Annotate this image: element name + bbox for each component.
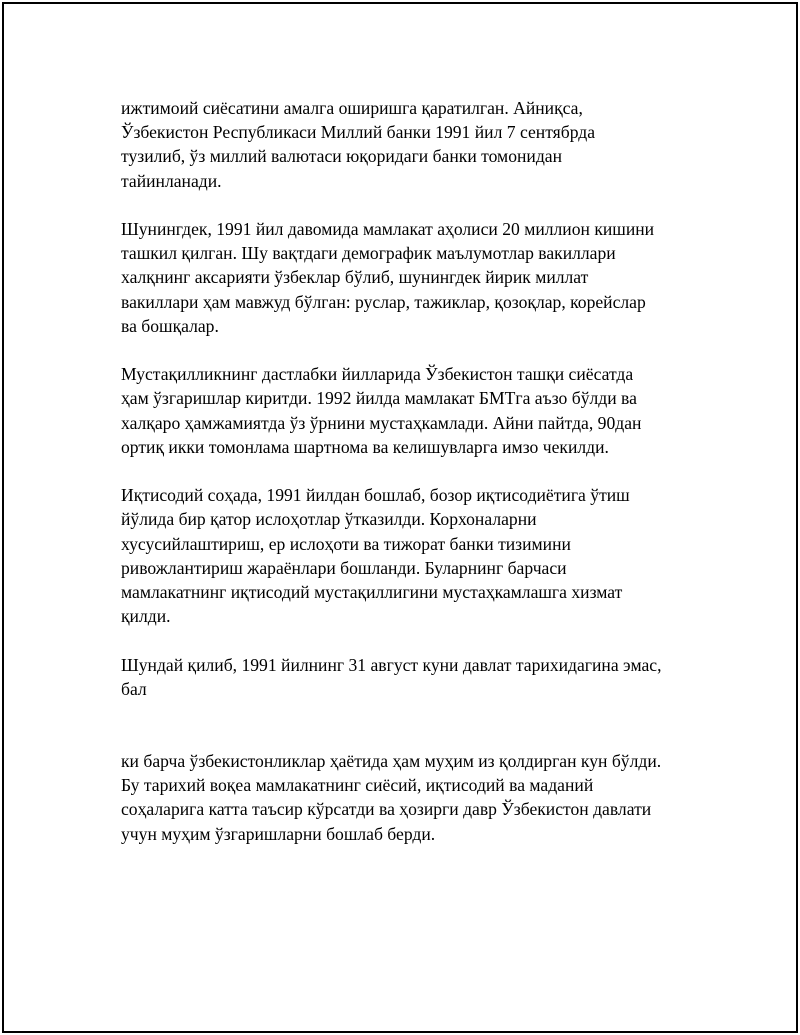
paragraph-1: ижтимоий сиёсатини амалга оширишга қаратилган. Айниқса, Ўзбекистон Республикаси Миллий банки 1991 йил 7 сентябрда тузилиб, ўз миллий валютаси юқоридаги банки томонидан тайинланади. bbox=[121, 98, 596, 191]
paragraph-6: ки барча ўзбекистонликлар ҳаётида ҳам муҳим из қолдирган кун бўлди. Бу тарихий воқеа мамлакатнинг сиёсий, иқтисодий ва маданий соҳаларига катта таъсир кўрсатди ва ҳозирги давр Ўзбекистон давлати учун муҳим ўзгаришларни бошлаб берди. bbox=[121, 751, 662, 844]
paragraph-4: Иқтисодий соҳада, 1991 йилдан бошлаб, бозор иқтисодиётига ўтиш йўлида бир қатор ислоҳотлар ўтказилди. Корхоналарни хусусийлаштириш, ер ислоҳоти ва тижорат банки тизимини ривожлантириш жараёнлари бошланди. Буларнинг барчаси мамлакатнинг иқтисодий мустақиллигини мустаҳкамлашга хизмат қилди. bbox=[121, 485, 630, 627]
paragraph-3: Мустақилликнинг дастлабки йилларида Ўзбекистон ташқи сиёсатда ҳам ўзгаришлар киритди. 1992 йилда мамлакат БМТга аъзо бўлди ва халқаро ҳамжамиятда ўз ўрнини мустаҳкамлади. Айни пайтда, 90дан ортиқ икки томонлама шартнома ва келишувларга имзо чекилди. bbox=[121, 364, 642, 457]
page-frame bbox=[2, 2, 798, 1033]
document-body bbox=[121, 96, 701, 870]
paragraph-5: Шундай қилиб, 1991 йилнинг 31 август куни давлат тарихидагина эмас, бал bbox=[121, 654, 662, 699]
paragraph-2: Шунингдек, 1991 йил давомида мамлакат аҳолиси 20 миллион кишини ташкил қилган. Шу вақтдаги демографик маълумотлар вакиллари халқнинг аксарияти ўзбеклар бўлиб, шунингдек йирик миллат вакиллари ҳам мавжуд бўлган: руслар, тажиклар, қозоқлар, корейслар ва бошқалар. bbox=[121, 219, 655, 336]
